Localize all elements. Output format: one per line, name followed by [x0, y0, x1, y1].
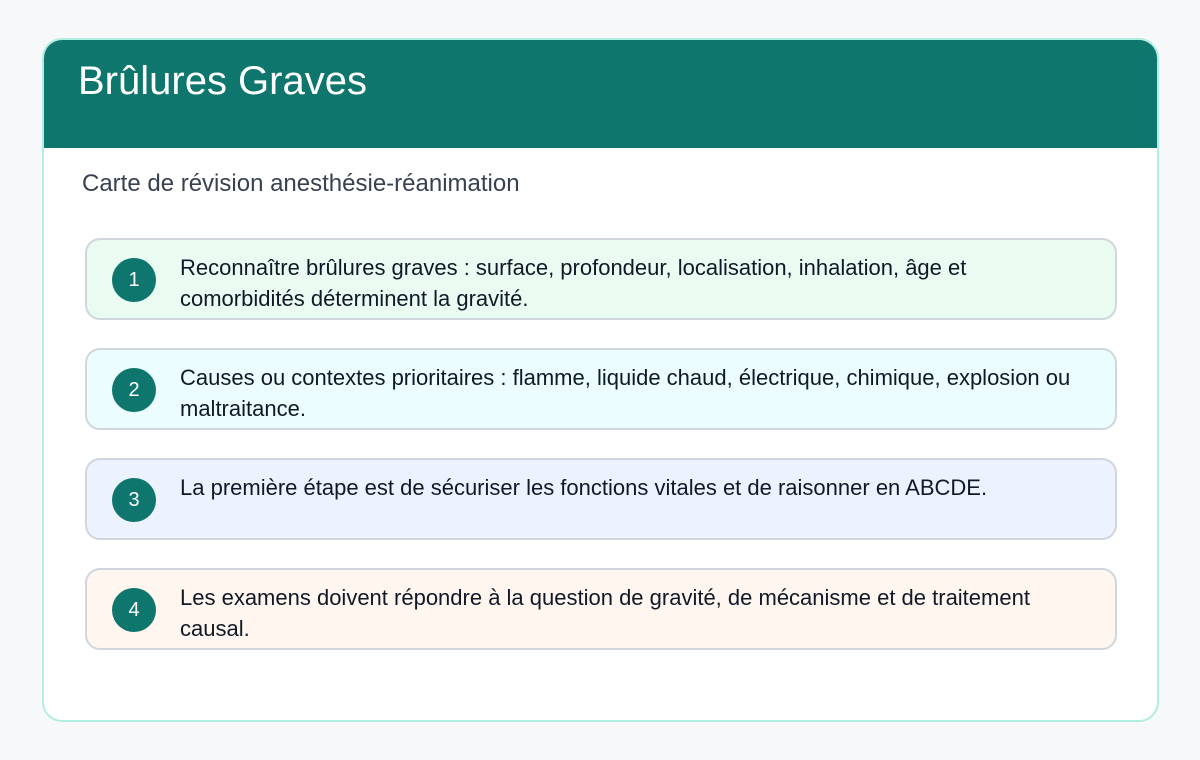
revision-card: [42, 38, 1159, 722]
item-number-badge-1: 1: [112, 258, 156, 302]
revision-item-4: [85, 568, 1117, 650]
item-number-badge-3: 3: [112, 478, 156, 522]
item-number-badge-2: 2: [112, 368, 156, 412]
card-header: [42, 38, 1159, 148]
revision-item-text-1: Reconnaître brûlures graves : surface, profondeur, localisation, inhalation, âge et comorbidités déterminent la gravité.: [180, 255, 967, 311]
revision-item-text-4: Les examens doivent répondre à la question de gravité, de mécanisme et de traitement causal.: [180, 585, 1030, 641]
revision-item-2: [85, 348, 1117, 430]
card-title: Brûlures Graves: [78, 59, 367, 103]
revision-item-1: [85, 238, 1117, 320]
item-number-badge-4: 4: [112, 588, 156, 632]
card-subtitle: Carte de révision anesthésie-réanimation: [82, 170, 520, 197]
revision-item-text-3: La première étape est de sécuriser les fonctions vitales et de raisonner en ABCDE.: [180, 475, 988, 500]
revision-item-3: [85, 458, 1117, 540]
revision-item-text-2: Causes ou contextes prioritaires : flamme, liquide chaud, électrique, chimique, explosion ou maltraitance.: [180, 365, 1071, 421]
